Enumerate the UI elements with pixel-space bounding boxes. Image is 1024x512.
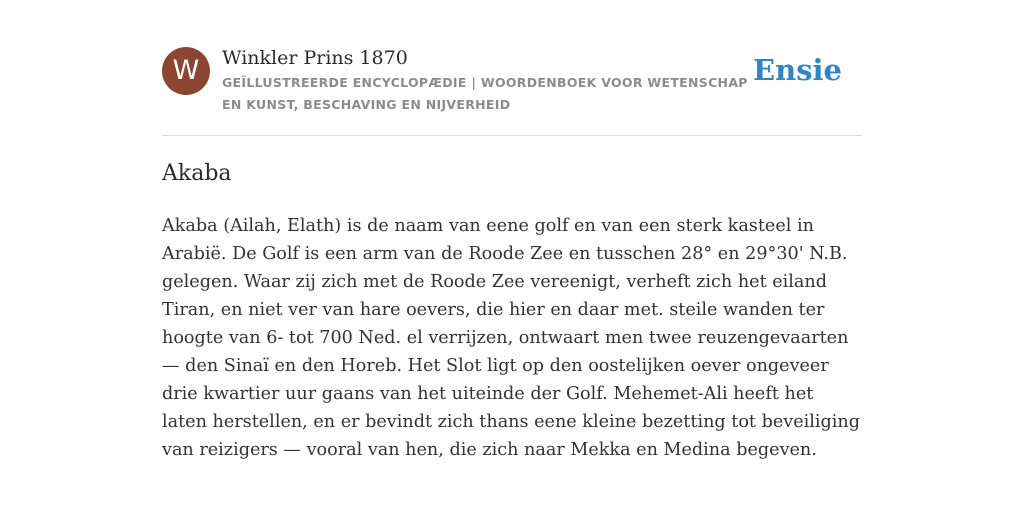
page-container [162,0,862,460]
source-header [162,0,862,136]
source-avatar[interactable]: W [162,47,210,95]
source-subtitle: GEÏLLUSTREERDE ENCYCLOPÆDIE | WOORDENBOEK VOOR WETENSCHAP EN KUNST, BESCHAVING EN NIJVERHEID [222,75,748,112]
entry-body: Akaba (Ailah, Elath) is de naam van eene golf en van een sterk kasteel in Arabië. De Golf is een arm van de Roode Zee en tusschen 28° en 29°30' N.B. gelegen. Waar zij zich met de Roode Zee vereenigt, verheft zich het eiland Tiran, en niet ver van hare oevers, die hier en daar met. steile wanden ter hoogte van 6- tot 700 Ned. el verrijzen, ontwaart men twee reuzengevaarten — den Sinaï en den Horeb. Het Slot ligt op den oostelijken oever ongeveer drie kwartier uur gaans van het uiteinde der Golf. Mehemet-Ali heeft het laten herstellen, en er bevindt zich thans eene kleine bezetting tot beveiliging van reizigers — vooral van hen, die zich naar Mekka en Medina begeven. [162,216,860,460]
source-title[interactable]: Winkler Prins 1870 [222,47,408,69]
ensie-logo[interactable]: Ensie [753,53,842,87]
entry-title: Akaba [162,161,232,186]
